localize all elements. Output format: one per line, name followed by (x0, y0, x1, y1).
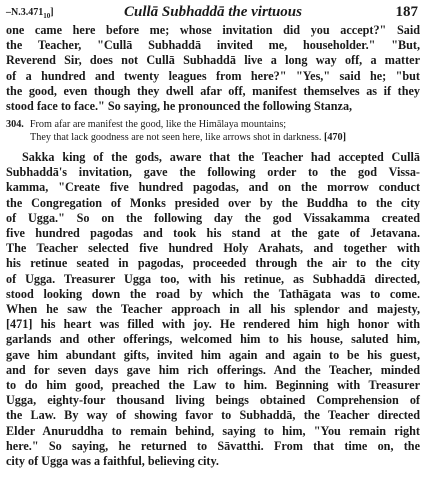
stanza-line-2: They that lack goodness are not seen here, like arrows shot in darkness. [470] (30, 131, 347, 143)
text-line: stood face to face." So saying, he pronounced the following Stanza, (6, 99, 353, 114)
text-line: Sakka king of the gods, aware that the Teacher had accepted Cullā (22, 150, 420, 165)
text-line: the good, even though they dwell afar off, manifest themselves as if they (6, 83, 420, 98)
text-line: one came here before me; whose invitation did you accept?" Said (6, 23, 420, 37)
text-line: kamma, "Create five hundred pagodas, and on the morrow conduct (6, 180, 420, 195)
running-title: Cullā Subhaddā the virtuous (124, 4, 302, 20)
running-header (6, 4, 420, 22)
text-line: his retinue seated in pagodas, proceeded through the air to the city (6, 256, 420, 271)
paragraph-2 (6, 150, 420, 469)
header-reference: $-N.3.471_{10}$] (6, 7, 54, 20)
text-line: to do him good, preached the Law to him. Beginning with Treasurer (6, 378, 420, 393)
text-line: five hundred pagodas and took his stand at the gate of Jetavana. (6, 226, 420, 241)
stanza-line-1: 304. From afar are manifest the good, like the Himālaya mountains; (6, 119, 287, 131)
page-number: 187 (395, 4, 418, 20)
text-line: When he saw the Teacher approach in all his splendor and majesty, (6, 302, 420, 317)
text-line: Subhaddā's invitation, gave the following order to the god Vissa- (6, 165, 420, 180)
text-line: gave him abundant gifts, invited him again and again to be his guest, (6, 347, 420, 362)
text-line: Elder Anuruddha to remain behind, saying to him, "You remain right (6, 423, 420, 438)
text-line: [471] his heart was filled with joy. He rendered him high honor with (6, 317, 420, 332)
text-line: the Congregation of Monks presided over by the Buddha to the city (6, 195, 420, 210)
text-line: Ugga, eighty-four thousand living beings obtained Comprehension of (6, 393, 420, 408)
text-line: Reverend Sir, does not Cullā Subhaddā live a long way off, a matter (6, 53, 420, 68)
paragraph-1 (6, 23, 420, 114)
stanza-number: 304. (6, 119, 24, 131)
stanza-304 (6, 119, 420, 144)
text-line: the Teacher, "Cullā Subhaddā invited me, householder." "But, (6, 38, 420, 53)
text-line: city of Ugga was a faithful, believing city. (6, 454, 219, 469)
text-line: and for seven days gave him rich offerings. And the Teacher, minded (6, 362, 420, 377)
text-line: of a hundred and twenty leagues from here?" "Yes," said he; "but (6, 68, 420, 83)
text-line: The Teacher selected five hundred Holy Arahats, and together with (6, 241, 420, 256)
text-line: of Ugga. Treasurer Ugga too, with his retinue, as Subhaddā directed, (6, 271, 420, 286)
text-line: the Law. By way of showing favor to Subhaddā, the Teacher directed (6, 408, 420, 423)
book-page (6, 4, 420, 476)
stanza-reference: [470] (323, 131, 347, 143)
text-line: here." So saying, he returned to Sāvatthi. From that time on, the (6, 438, 420, 453)
text-line: of Ugga." So on the following day the god Vissakamma created (6, 210, 420, 225)
text-line: garlands and other offerings, welcomed him to his house, saluted him, (6, 332, 420, 347)
text-line: stood looking down the road by which the Tathāgata was to come. (6, 286, 420, 301)
